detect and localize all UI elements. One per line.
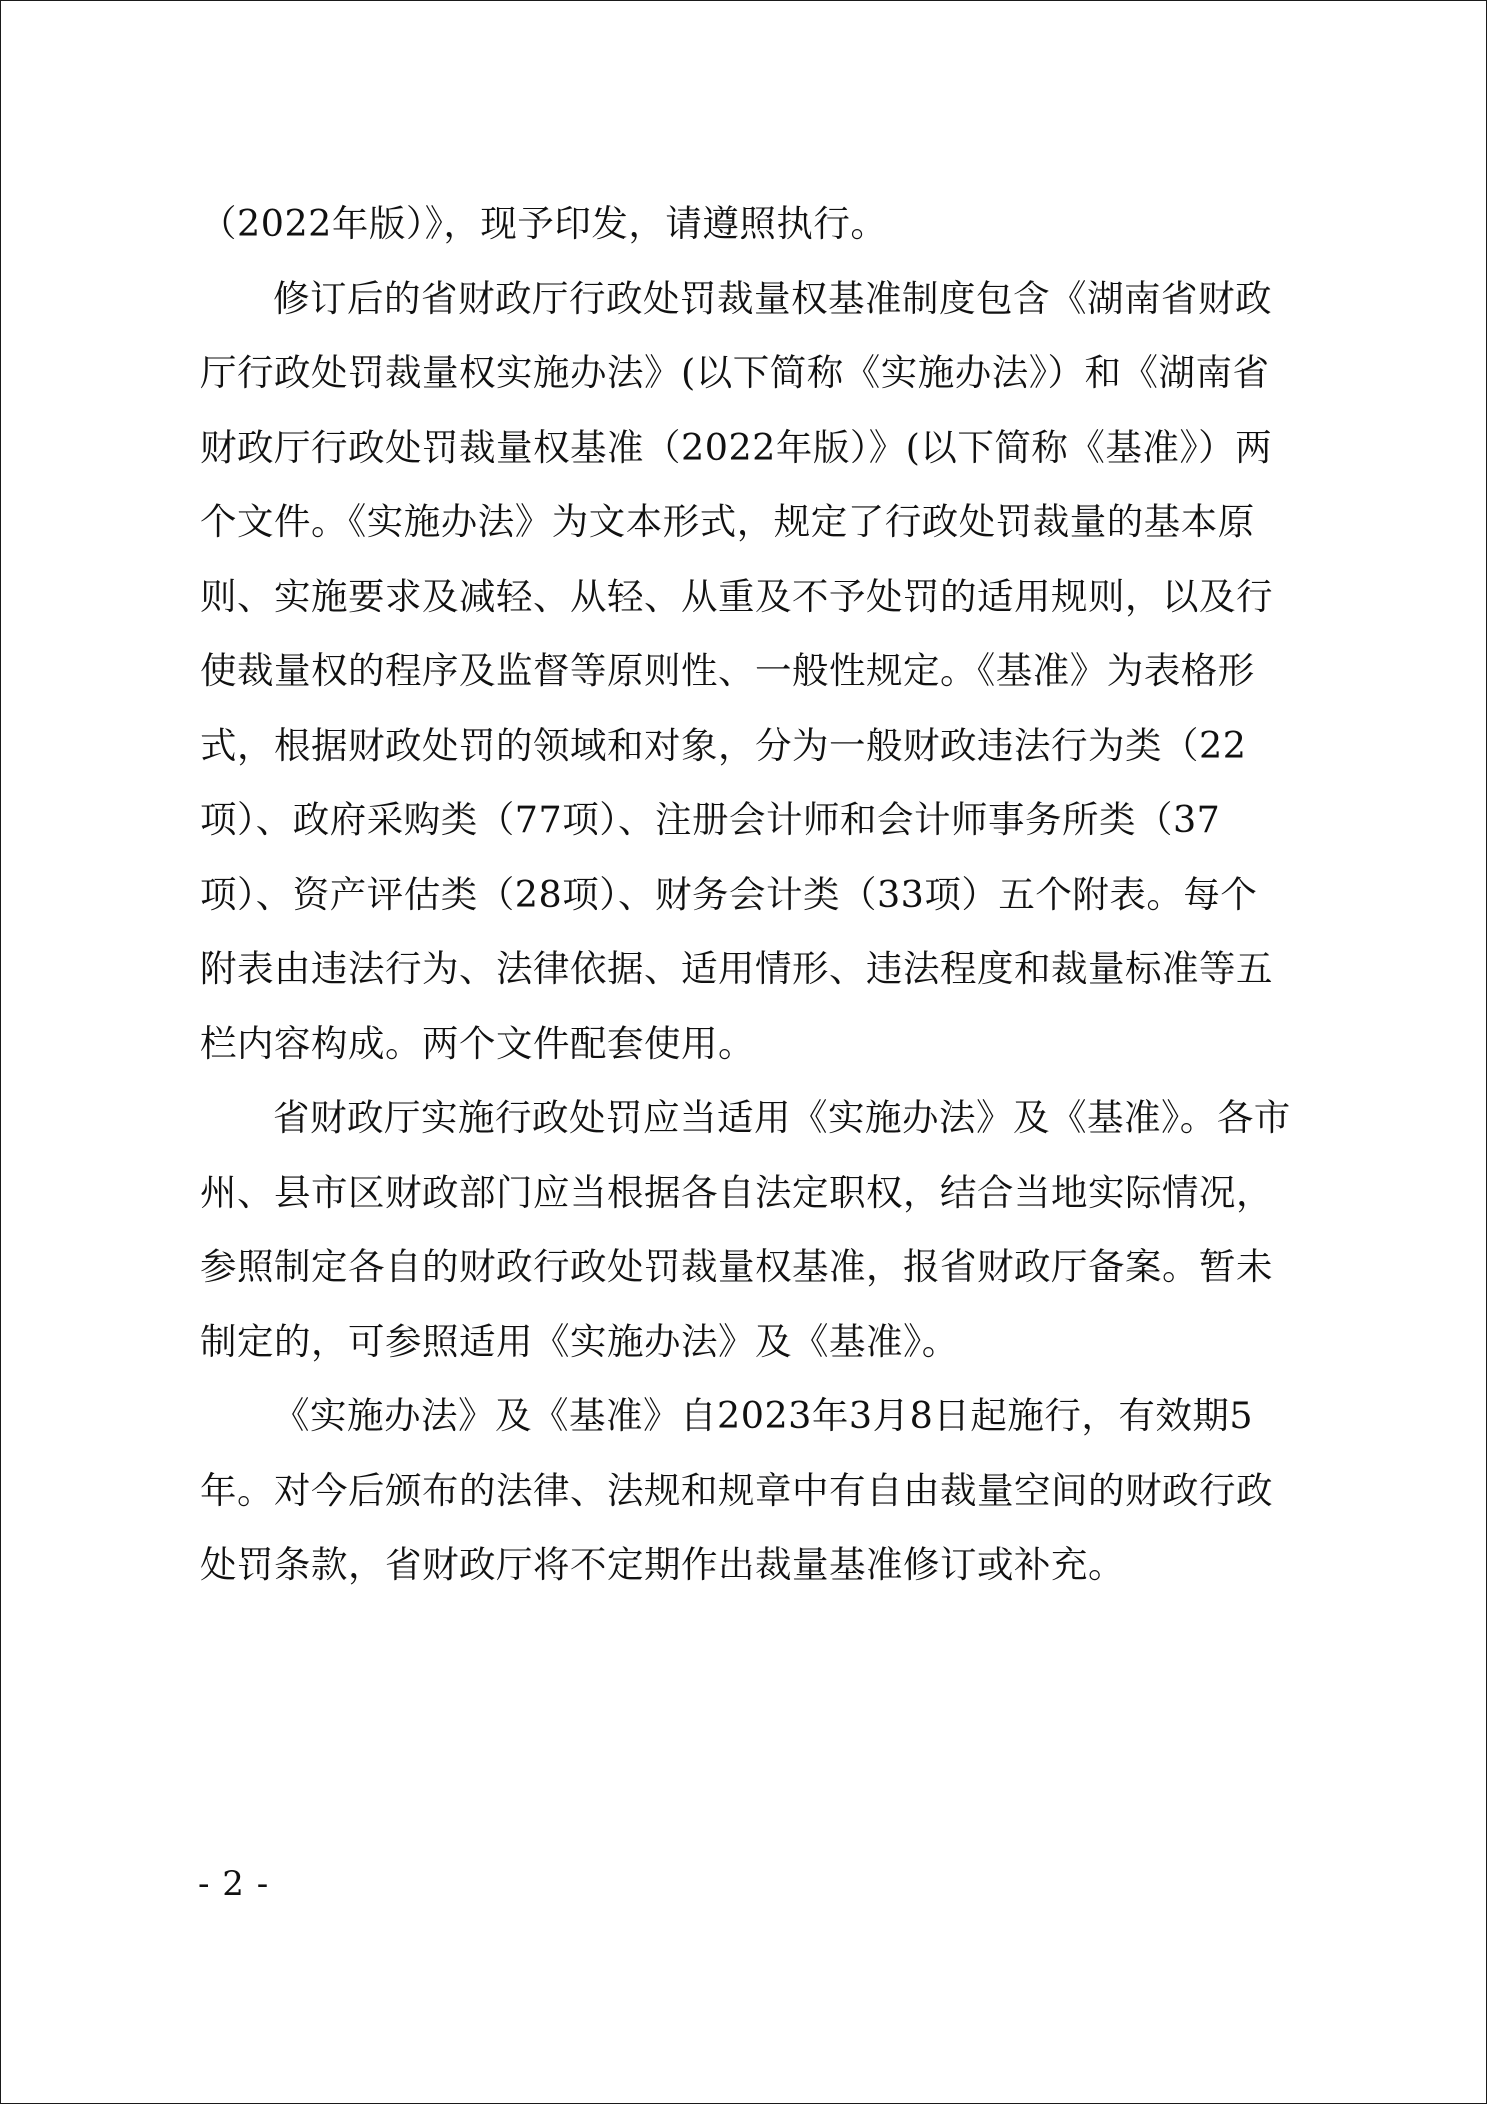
paragraph-system-overview: 修订后的省财政厅行政处罚裁量权基准制度包含《湖南省财政厅行政处罚裁量权实施办法》(以下简称《实施办法》）和《湖南省财政厅行政处罚裁量权基准（2022年版）》(以下简称《基准》）两个文件。《实施办法》为文本形式，规定了行政处罚裁量的基本原则、实施要求及减轻、从轻、从重及不予处罚的适用规则，以及行使裁量权的程序及监督等原则性、一般性规定。《基准》为表格形式，根据财政处罚的领域和对象，分为一般财政违法行为类（22项）、政府采购类（77项）、注册会计师和会计师事务所类（37项）、资产评估类（28项）、财务会计类（33项）五个附表。每个附表由违法行为、法律依据、适用情形、违法程度和裁量标准等五栏内容构成。两个文件配套使用。 <box>200 276 1273 1065</box>
paragraph-effective-date: 《实施办法》及《基准》自2023年3月8日起施行，有效期5年。对今后颁布的法律、法规和规章中有自由裁量空间的财政行政处罚条款，省财政厅将不定期作出裁量基准修订或补充。 <box>200 1394 1273 1586</box>
document-body <box>200 187 1292 1603</box>
page-number: - 2 - <box>198 1864 270 1904</box>
paragraph-application-scope: 省财政厅实施行政处罚应当适用《实施办法》及《基准》。各市州、县市区财政部门应当根据各自法定职权，结合当地实际情况，参照制定各自的财政行政处罚裁量权基准，报省财政厅备案。暂未制定的，可参照适用《实施办法》及《基准》。 <box>200 1096 1291 1363</box>
paragraph-continuation: （2022年版）》，现予印发，请遵照执行。 <box>200 202 888 245</box>
